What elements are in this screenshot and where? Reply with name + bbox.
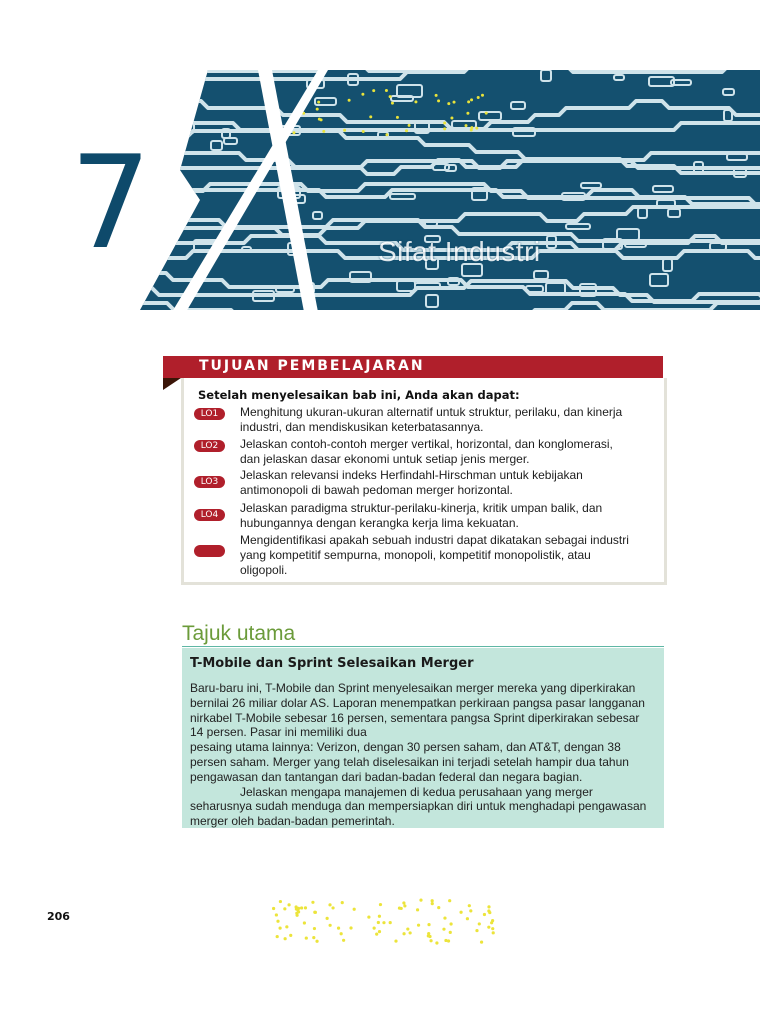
opener-paragraph: Baru-baru ini, T-Mobile dan Sprint menyelesaikan merger mereka yang diperkirakan bernilai 26 miliar dolar AS. Laporan menempatkan perkiraan pangsa pasar langganan nirkabel T-Mobile sebesar 16 persen, sementara pangsa Sprint diperkirakan sebesar 14 persen. Pasar ini memiliki dua bbox=[190, 681, 645, 740]
learning-objectives-intro: Setelah menyelesaikan bab ini, Anda akan dapat: bbox=[198, 388, 520, 402]
opener-headline: T-Mobile dan Sprint Selesaikan Merger bbox=[190, 656, 474, 671]
lo-item: Jelaskan contoh-contoh merger vertikal, horizontal, dan konglomerasi, dan jelaskan dasar ekonomi untuk setiap jenis merger. bbox=[240, 437, 613, 466]
chapter-number: 7 bbox=[70, 129, 150, 278]
chapter-banner-image bbox=[140, 70, 760, 312]
opener-section-title: Tajuk utama bbox=[182, 622, 296, 645]
lo-badge: LO2 bbox=[194, 440, 225, 452]
opener-paragraph: Jelaskan mengapa manajemen di kedua perusahaan yang merger seharusnya sudah menduga dan mempersiapkan diri untuk menghadapi pengawasan merger oleh badan-badan pemerintah. bbox=[190, 784, 647, 829]
lo-item: Mengidentifikasi apakah sebuah industri dapat dikatakan sebagai industri yang kompetitif sempurna, monopoli, kompetitif monopolistik, atau oligopoli. bbox=[240, 533, 629, 577]
decorative-dot-pattern bbox=[268, 896, 500, 948]
header-tab-decoration bbox=[163, 378, 181, 390]
lo-badge bbox=[194, 545, 225, 557]
lo-badge: LO3 bbox=[194, 476, 225, 488]
lo-item: Jelaskan paradigma struktur-perilaku-kinerja, kritik umpan balik, dan hubungannya dengan kerangka kerja lima kekuatan. bbox=[240, 501, 603, 530]
learning-objectives-heading: TUJUAN PEMBELAJARAN bbox=[199, 358, 425, 374]
opener-divider bbox=[182, 646, 664, 647]
opener-body bbox=[190, 681, 652, 829]
circuit-board-image bbox=[140, 70, 760, 312]
lo-badge: LO4 bbox=[194, 509, 225, 521]
lo-badge: LO1 bbox=[194, 408, 225, 420]
opener-paragraph: pesaing utama lainnya: Verizon, dengan 30 persen saham, dan AT&T, dengan 38 persen saham. Merger yang telah diselesaikan ini terjadi setelah hampir dua tahun pengawasan dan tantangan dari badan-badan federal dan negara bagian. bbox=[190, 740, 629, 784]
chapter-title: Sifat Industri bbox=[378, 236, 541, 267]
learning-objectives-header bbox=[163, 356, 663, 378]
page-number: 206 bbox=[47, 910, 70, 923]
lo-item: Jelaskan relevansi indeks Herfindahl-Hirschman untuk kebijakan antimonopoli di bawah pedoman merger horizontal. bbox=[240, 468, 583, 497]
lo-item: Menghitung ukuran-ukuran alternatif untuk struktur, perilaku, dan kinerja industri, dan mendiskusikan keterbatasannya. bbox=[240, 405, 623, 434]
